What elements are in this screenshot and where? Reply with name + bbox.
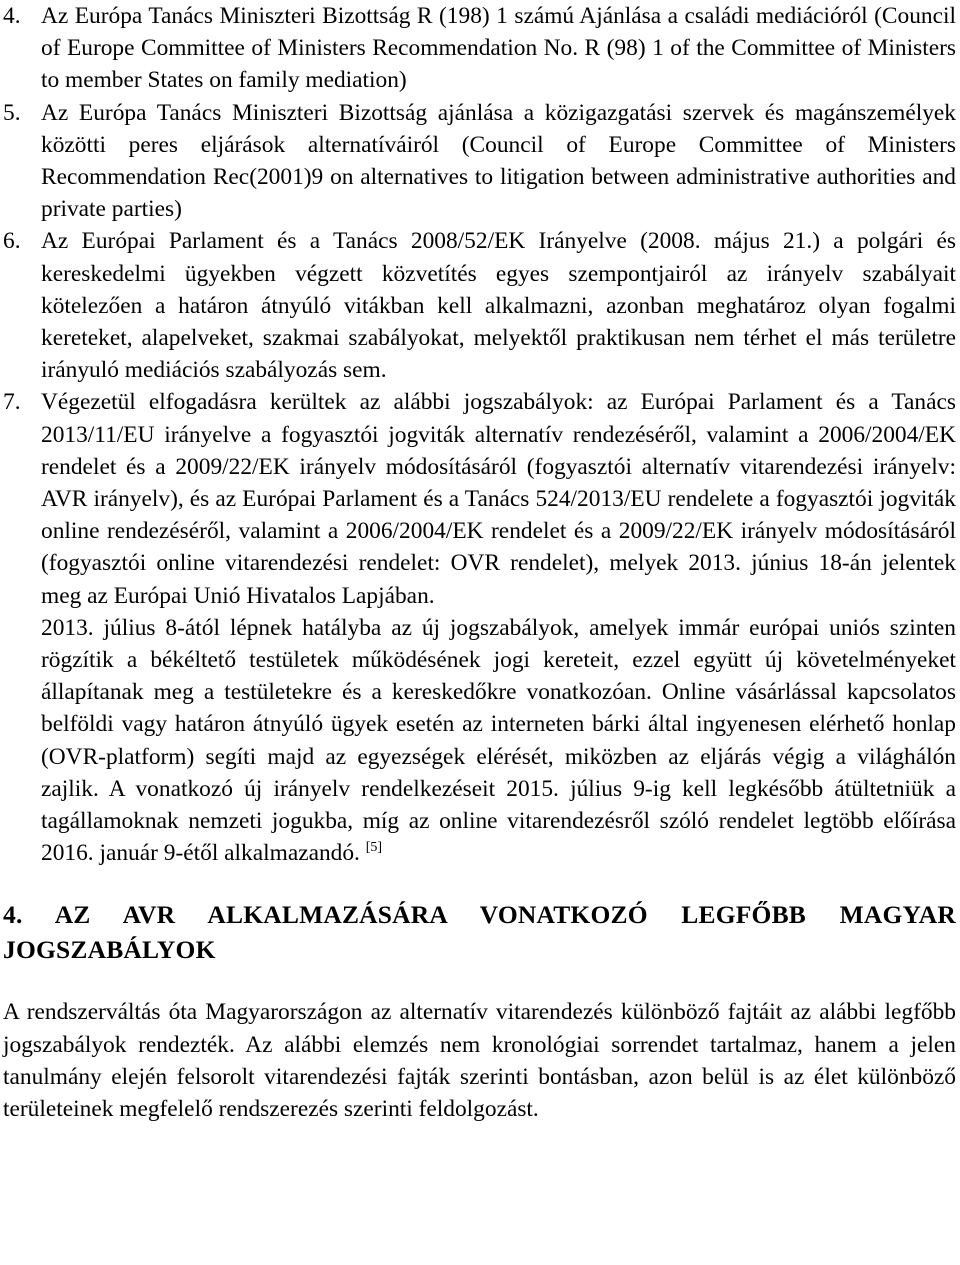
list-item-text: Az Európai Parlament és a Tanács 2008/52/EK Irányelve (2008. május 21.) a polgári és kereskedelmi ügyekben végzett közvetítés egyes szempontjairól az irányelv szabályait kötelezően a határon átnyúló vitákban kell alkalmazni, azonban meghatároz olyan fogalmi kereteket, alapelveket, szakmai szabályokat, melyektől praktikusan nem térhet el más területre irányuló mediációs szabályozás sem. [41,228,956,384]
list-number: 6. [3,228,21,255]
list-item-text: Az Európa Tanács Miniszteri Bizottság R (198) 1 számú Ajánlása a családi mediációról (Council of Europe Committee of Ministers Recommendation No. R (98) 1 of the Committee of Ministers to member States on family mediation) [41,3,956,94]
intro-paragraph: A rendszerváltás óta Magyarországon az alternatív vitarendezés különböző fajtáit az alábbi legfőbb jogszabályok rendezték. Az alábbi elemzés nem kronológiai sorrendet tartalmaz, hanem a jelen tanulmány elején felsorolt vitarendezési fajták szerinti bontásban, azon belül is az élet különböző területeinek megfelelő rendszerezés szerinti feldolgozást. [3,999,956,1123]
list-item-6 [3,225,956,386]
list-number: 5. [3,99,21,126]
footnote-reference[interactable]: [5] [365,840,383,856]
section-heading: 4. AZ AVR ALKALMAZÁSÁRA VONATKOZÓ LEGFŐBB MAGYAR JOGSZABÁLYOK [3,900,956,965]
list-item-text: Az Európa Tanács Miniszteri Bizottság ajánlása a közigazgatási szervek és magánszemélyek közötti peres eljárások alternatíváiról (Council of Europe Committee of Ministers Recommendation Rec(2001)9 on alternatives to litigation between administrative authorities and private parties) [41,99,956,223]
continuation-paragraph [41,612,956,870]
list-item-7 [3,386,956,611]
list-item-5 [3,97,956,226]
list-number: 7. [3,389,21,416]
continuation-text: 2013. július 8-ától lépnek hatályba az új jogszabályok, amelyek immár európai uniós szinten rögzítik a békéltető testületek működésének jogi kereteit, ezzel együtt új követelményeket állapítanak meg a testületekre és a kereskedőkre vonatkozóan. Online vásárlással kapcsolatos belföldi vagy határon átnyúló ügyek esetén az interneten bárki által ingyenesen elérhető honlap (OVR-platform) segíti majd az egyezségek elérését, miközben az eljárás végig a világhálón zajlik. A vonatkozó új irányelv rendelkezéseit 2015. július 9-ig kell legkésőbb átültetniük a tagállamoknak nemzeti jogukba, míg az online vitarendezésről szóló rendelet legtöbb előírása 2016. január 9-étől alkalmazandó. [41,614,956,867]
list-number: 4. [3,3,21,29]
document-page [3,0,956,1125]
list-item-text: Végezetül elfogadásra kerültek az alábbi jogszabályok: az Európai Parlament és a Tanács 2013/11/EU irányelve a fogyasztói jogviták alternatív rendezéséről, valamint a 2006/2004/EK rendelet és a 2009/22/EK irányelv módosításáról (fogyasztói alternatív vitarendezési irányelv: AVR irányelv), és az Európai Parlament és a Tanács 524/2013/EU rendelete a fogyasztói jogviták online rendezéséről, valamint a 2006/2004/EK rendelet és a 2009/22/EK irányelv módosításáról (fogyasztói online vitarendezési rendelet: OVR rendelet), melyek 2013. június 18-án jelentek meg az Európai Unió Hivatalos Lapjában. [41,389,956,609]
list-item-4 [3,0,956,97]
